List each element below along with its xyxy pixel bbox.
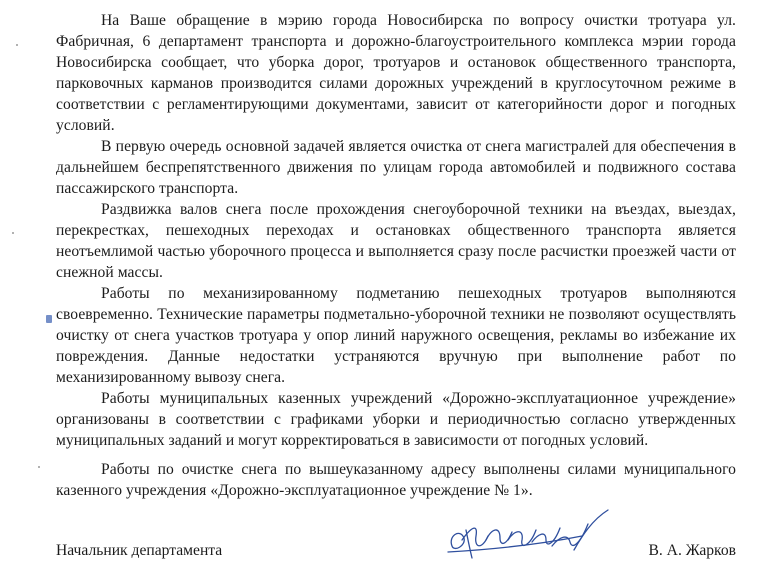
letter-body xyxy=(56,10,736,501)
scan-artifact-speck xyxy=(38,466,40,468)
scan-artifact-speck xyxy=(12,232,14,234)
signer-name: В. А. Жарков xyxy=(648,542,736,559)
scan-artifact-mark xyxy=(46,315,52,323)
scan-artifact-speck xyxy=(16,44,18,46)
paragraph-snow-banks: Раздвижка валов снега после прохождения снегоуборочной техники на въездах, выездах, перекрестках, пешеходных переходах и остановках общественного транспорта является неотъемлимой частью уборочного процесса и выполняется сразу после расчистки проезжей части от снежной массы. xyxy=(56,201,736,281)
handwritten-signature xyxy=(442,506,614,564)
paragraph-main-priority: В первую очередь основной задачей является очистка от снега магистралей для обеспечения в дальнейшем беспрепятственного движения по улицам города автомобилей и подвижного состава пассажирского транспорта. xyxy=(56,138,736,197)
paragraph-municipal-works: Работы муниципальных казенных учреждений «Дорожно-эксплуатационное учреждение» организованы в соответствии с графиками уборки и периодичностью согласно утвержденных муниципальных заданий и могут корректироваться в зависимости от погодных условий. xyxy=(56,390,736,449)
paragraph-request-reply: На Ваше обращение в мэрию города Новосибирска по вопросу очистки тротуара ул. Фабричная, 6 департамент транспорта и дорожно-благоустроительного комплекса мэрии города Новосибирска сообщает, что уборка дорог, тротуаров и остановок общественного транспорта, парковочных карманов производится силами дорожных учреждений в круглосуточном режиме в соответствии с регламентирующими документами, зависит от категорийности дорог и погодных условий. xyxy=(56,12,736,134)
paragraph-sidewalk-sweeping: Работы по механизированному подметанию пешеходных тротуаров выполняются своевременно. Технические параметры подметально-уборочной техники не позволяют осуществлять очистку от снега участков тротуара у опор линий наружного освещения, рекламы во избежание их повреждения. Данные недостатки устраняются вручную при выполнение работ по механизированному вывозу снега. xyxy=(56,285,736,386)
paragraph-address-result: Работы по очистке снега по вышеуказанному адресу выполнены силами муниципального казенного учреждения «Дорожно-эксплуатационное учреждение № 1». xyxy=(56,461,736,499)
signer-position: Начальник департамента xyxy=(56,542,223,559)
signature-block xyxy=(56,528,736,568)
